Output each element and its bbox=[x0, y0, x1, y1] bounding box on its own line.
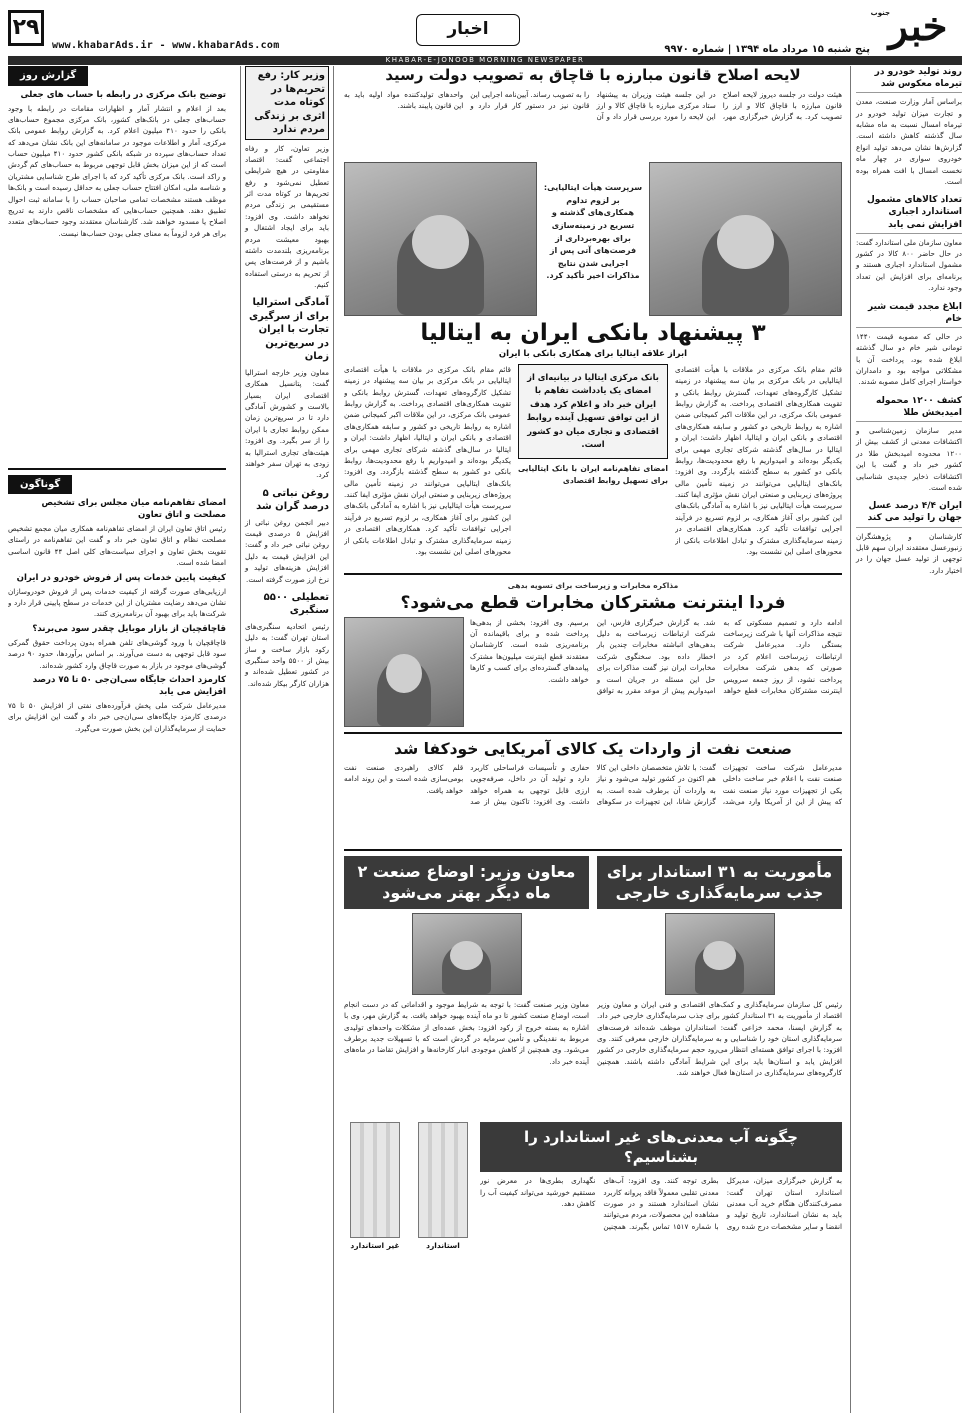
mid-body: معاون وزیر خارجه استرالیا گفت: پتانسیل همکاری اقتصادی ایران بسیار بالاست و کشورش آمادگی دارد تا در سریع‌ترین زمان ممکن روابط تجاری با ایران را از سر بگیرد. وی افزود: هیئت‌های تجاری استرالیا به زودی به تهران سفر خواهند کرد. bbox=[245, 367, 329, 480]
middle-column bbox=[240, 66, 334, 1413]
standard-bottle bbox=[412, 1122, 474, 1274]
tag-row bbox=[8, 475, 226, 495]
brief-item bbox=[856, 500, 962, 576]
top-story bbox=[344, 66, 842, 158]
site-url[interactable]: www.khabarAds.ir - www.khabarAds.com bbox=[52, 40, 280, 51]
issue-info: پنج شنبه ۱۵ مرداد ماه ۱۳۹۴ | شماره ۹۹۷۰ bbox=[664, 44, 870, 55]
two-stories bbox=[344, 856, 842, 1114]
center-column bbox=[344, 66, 842, 1413]
mid-body: دبیر انجمن روغن نباتی از افزایش ۵ درصدی قیمت روغن نباتی خبر داد و گفت: این افزایش قیمت به دلیل افزایش هزینه‌های تولید و نرخ ارز صورت گرفته است. bbox=[245, 517, 329, 584]
right-column bbox=[850, 66, 962, 1413]
photo-telecom-official bbox=[344, 617, 464, 727]
section-tag-report: گزارش روز bbox=[8, 66, 88, 86]
mid-item bbox=[245, 66, 329, 290]
mid-title: وزیر کار: رفع تحریم‌ها در کوتاه مدت اثری بر زندگی مردم ندارد bbox=[245, 66, 329, 140]
divider bbox=[344, 732, 842, 734]
bank-story-body-a: قائم مقام بانک مرکزی در ملاقات با هیأت اقتصادی ایتالیایی در بانک مرکزی بر بیان سه پیشنهاد در زمینه تشکیل کارگروه‌های تعهدات، گسترش روابط بانکی و تقویت همکاری‌های اقتصادی پرداخت. به گزارش روابط عمومی بانک مرکزی، در این ملاقات اکبر کمیجانی ضمن اشاره به روابط تاریخی دو کشور و سابقه همکاری‌های اقتصادی و بانکی ایران و ایتالیا، اظهار داشت: ایران و ایتالیا در سال‌های گذشته شرکای تجاری مهمی برای یکدیگر بوده‌اند و امیدواریم با رفع محدودیت‌ها، روابط بانکی دو کشور به سطح گذشته بازگردد. وی افزود: بانک‌های ایتالیایی می‌توانند در زمینه تأمین مالی پروژه‌های زیربنایی و صنعتی ایران نقش مؤثری ایفا کنند. سرپرست هیأت ایتالیایی نیز با اشاره به آمادگی بانک‌های این کشور برای آغاز همکاری، بر لزوم تسریع در فرآیند اجرایی توافقات تأکید کرد. همکاری‌های اقتصادی در زمینه سرمایه‌گذاری مشترک و تبادل اطلاعات بانکی از محورهای اصلی این نشست بود. bbox=[675, 364, 842, 556]
page-number: ۲۹ bbox=[8, 10, 44, 46]
left-column bbox=[8, 66, 226, 1413]
misc-item bbox=[8, 623, 226, 671]
brief-title: کشف ۱۲۰۰ محموله امیدبخش طلا bbox=[856, 395, 962, 422]
telecom-title: فردا اینترنت مشترکان مخابرات قطع می‌شود؟ bbox=[400, 592, 786, 613]
telecom-body: ادامه دارد و تصمیم مسکوتی که به نتیجه مذاکرات آنها با شرکت زیرساخت بستگی دارد. مدیرعامل شرکت ارتباطات زیرساخت اعلام کرد در صورتی که بدهی شرکت مخابرات پرداخت نشود، از روز جمعه سرویس اینترنت مشترکان مخابرات قطع خواهد شد. به گزارش خبرگزاری فارس، این شرکت ارتباطات زیرساخت به دلیل بدهی‌های انباشته مخابرات چندین بار اخطار داده بود. سخنگوی شرکت مخابرات ایران نیز گفت مذاکرات برای حل این مسئله در جریان است و امیدواریم پیش از موعد مقرر به توافق برسیم. وی افزود: بخشی از بدهی‌ها پرداخت شده و برای باقیمانده آن برنامه‌ریزی شده است. کارشناسان معتقدند قطع اینترنت میلیون‌ها مشترک پیامدهای گسترده‌ای برای کسب و کارها خواهد داشت. bbox=[470, 617, 842, 695]
bank-story-body-b: قائم مقام بانک مرکزی در ملاقات با هیأت اقتصادی ایتالیایی در بانک مرکزی بر بیان سه پیشنهاد در زمینه تشکیل کارگروه‌های تعهدات، گسترش روابط بانکی و تقویت همکاری‌های اقتصادی پرداخت. به گزارش روابط عمومی بانک مرکزی، در این ملاقات اکبر کمیجانی ضمن اشاره به روابط تاریخی دو کشور و سابقه همکاری‌های اقتصادی و بانکی ایران و ایتالیا، اظهار داشت: ایران و ایتالیا در سال‌های گذشته شرکای تجاری مهمی برای یکدیگر بوده‌اند و امیدواریم با رفع محدودیت‌ها، روابط بانکی دو کشور به سطح گذشته بازگردد. وی افزود: بانک‌های ایتالیایی می‌توانند در زمینه تأمین مالی پروژه‌های زیربنایی و صنعتی ایران نقش مؤثری ایفا کنند. سرپرست هیأت ایتالیایی نیز با اشاره به آمادگی بانک‌های این کشور برای آغاز همکاری، بر لزوم تسریع در فرآیند اجرایی توافقات تأکید کرد. همکاری‌های اقتصادی در زمینه سرمایه‌گذاری مشترک و تبادل اطلاعات بانکی از محورهای اصلی این نشست بود. bbox=[344, 364, 511, 556]
brief-body: مدیر سازمان زمین‌شناسی و اکتشافات معدنی از کشف بیش از ۱۲۰۰ محدوده امیدبخش طلا در کشور خبر داد و گفت با این اکتشافات ذخایر جدیدی شناسایی شده است. bbox=[856, 426, 962, 492]
photo-caption: سرپرست هیأت ایتالیایی: بر لزوم تداوم همکاری‌های گذشته و تسریع در زمینه‌سازی برای بهره‌برداری از فرصت‌های آتی پس از اجرایی شدن نتایج مذاکرات اخیر تأکید کرد. bbox=[543, 183, 643, 281]
brief-item bbox=[856, 301, 962, 388]
bank-story-quote: بانک مرکزی ایتالیا در بیانیه‌ای از امضای یک یادداشت تفاهم با ایران خبر داد و اعلام کرد هدف از این توافق تسهیل آینده روابط اقتصادی و تجاری میان دو کشور است. bbox=[518, 364, 668, 459]
misc-body: رئیس اتاق تعاون ایران از امضای تفاهم‌نامه همکاری میان مجمع تشخیص مصلحت نظام و اتاق تعاون خبر داد و گفت این تفاهم‌نامه در راستای تقویت بخش تعاون و اجرای سیاست‌های کلی اصل ۴۴ قانون اساسی امضا شده است. bbox=[8, 524, 226, 568]
brief-body: کارشناسان و پژوهشگران زنبورعسل معتقدند ایران سهم قابل توجهی از تولید عسل جهان را در اختیار دارد. bbox=[856, 531, 962, 575]
bank-photos bbox=[344, 162, 842, 316]
top-story-title: لایحه اصلاح قانون مبارزه با قاچاق به تصویب دولت رسید bbox=[385, 66, 801, 84]
mid-item bbox=[245, 487, 329, 585]
brief-body: معاون سازمان ملی استاندارد گفت: در حال حاضر ۸۰۰ کالا در کشور مشمول استاندارد اجباری هستند و برنامه‌ای برای افزایش این تعداد وجود ندارد. bbox=[856, 237, 962, 293]
misc-title: قاچاقچیان از بازار موبایل چقدر سود می‌برند؟ bbox=[32, 623, 226, 634]
industry-body: معاون وزیر صنعت گفت: با توجه به شرایط موجود و اقداماتی که در دست انجام است، اوضاع صنعت کشور تا دو ماه آینده بهبود خواهد یافت. به گزارش مهر، وی با اشاره به بسته خروج از رکود افزود: بخش عمده‌ای از مشکلات واحدهای تولیدی مربوط به نقدینگی و تأمین سرمایه در گردش است که با تسهیلات جدید برطرف می‌شود. وی همچنین از کاهش موجودی انبار کارخانه‌ها و افزایش تقاضا در ماه‌های آینده خبر داد. bbox=[344, 999, 589, 1066]
brief-item bbox=[856, 395, 962, 494]
oil-title: صنعت نفت از واردات یک کالای آمریکایی خودکفا شد bbox=[394, 739, 792, 758]
bank-story-inset-title: امضای تفاهم‌نامه ایران با بانک ایتالیایی برای تسهیل روابط اقتصادی bbox=[518, 463, 668, 485]
misc-body: مدیرعامل شرکت ملی پخش فرآورده‌های نفتی از افزایش ۵۰ تا ۷۵ درصدی کارمزد جایگاه‌های سی‌ان‌جی خبر داد و گفت این افزایش برای حمایت از سرمایه‌گذاران این بخش صورت می‌گیرد. bbox=[8, 700, 226, 733]
bank-story-subtitle: ابراز علاقه ایتالیا برای همکاری بانکی با ایران bbox=[498, 348, 688, 359]
bottle-image bbox=[350, 1122, 400, 1238]
investment-body: رئیس کل سازمان سرمایه‌گذاری و کمک‌های اقتصادی و فنی ایران و معاون وزیر اقتصاد از مأموریت به ۳۱ استاندار کشور برای جذب سرمایه‌گذاری خارجی خبر داد. به گزارش ایسنا، محمد خزاعی گفت: استانداران موظف شده‌اند فرصت‌های سرمایه‌گذاری استان خود را شناسایی و به سرمایه‌گذاران خارجی معرفی کنند. وی افزود: با اجرای توافق هسته‌ای انتظار می‌رود حجم سرمایه‌گذاری خارجی در کشور افزایش یابد و استان‌ها باید برای این شرایط آمادگی داشته باشند. همچنین کارگروه‌های سرمایه‌گذاری در استان‌ها فعال خواهند شد. bbox=[597, 999, 842, 1078]
report-title: توضیح بانک مرکزی در رابطه با حساب های جعلی bbox=[20, 89, 226, 100]
mid-title: تعطیلی ۵۵۰۰ سنگبری bbox=[263, 591, 329, 617]
mid-title: روغن نباتی ۵ درصد گران شد bbox=[256, 487, 329, 513]
oil-body: مدیرعامل شرکت ساخت تجهیزات صنعت نفت با اعلام خبر ساخت داخلی یکی از تجهیزات مورد نیاز صنعت نفت که پیش از این از آمریکا وارد می‌شد، گفت: با تلاش متخصصان داخلی این کالا هم اکنون در کشور تولید می‌شود و نیاز به واردات آن برطرف شده است. به گزارش شانا، این تجهیزات در سکوهای حفاری و تأسیسات فراساحلی کاربرد دارد و تولید آن در داخل، صرفه‌جویی ارزی قابل توجهی به همراه خواهد داشت. وی افزود: تاکنون بیش از صد قلم کالای راهبردی صنعت نفت بومی‌سازی شده است و این روند ادامه خواهد یافت. bbox=[344, 762, 842, 806]
water-body: به گزارش خبرگزاری میزان، مدیرکل استاندارد استان تهران گفت: مصرف‌کنندگان هنگام خرید آب معدنی باید به نشان استاندارد، تاریخ تولید و انقضا و سایر مشخصات درج شده روی بطری توجه کنند. وی افزود: آب‌های معدنی تقلبی معمولاً فاقد پروانه کاربرد نشان استاندارد هستند و در صورت مشاهده این محصولات، مردم می‌توانند با شماره ۱۵۱۷ تماس بگیرند. همچنین نگهداری بطری‌ها در معرض نور مستقیم خورشید می‌تواند کیفیت آب را کاهش دهد. bbox=[480, 1176, 842, 1231]
telecom-kicker: مذاکره مخابرات و زیرساخت برای تسویه بدهی bbox=[507, 580, 679, 590]
photo-investment-official bbox=[665, 913, 775, 995]
mid-body: وزیر تعاون، کار و رفاه اجتماعی گفت: اقتصاد مقاومتی در هیچ شرایطی تعطیل نمی‌شود و رفع تحریم‌ها در کوتاه مدت اثر مستقیمی بر زندگی مردم نخواهد داشت. وی افزود: باید برای ایجاد اشتغال و بهبود معیشت مردم برنامه‌ریزی بلندمدت داشته باشیم و از فرصت‌های پس از تحریم به درستی استفاده کنیم. bbox=[245, 143, 329, 289]
mid-title: آمادگی استرالیا برای از سرگیری تجارت با ایران در سریع‌ترین زمان bbox=[248, 297, 329, 363]
brief-body: براساس آمار وزارت صنعت، معدن و تجارت میزان تولید خودرو در تیرماه امسال نسبت به ماه مشابه سال گذشته کاهش داشته است. گزارش‌ها نشان می‌دهد تولید انواع خودروی سواری در چهار ماه نخست امسال با افت همراه بوده است. bbox=[856, 97, 962, 186]
report-body: بعد از اعلام و انتشار آمار و اظهارات مقامات در رابطه با وجود حساب‌های جعلی در بانک‌های کشور، بانک مرکزی مجموع حساب‌های بانکی را حدود ۴۱۰ میلیون اعلام کرد. به گزارش روابط عمومی بانک مرکزی، آمار و اطلاعات موجود در سامانه‌های این بانک نشان می‌دهد که تعداد حساب‌های سپرده در شبکه بانکی کشور حدود ۴۱۰ میلیون حساب است که از این میزان بخش قابل توجهی مربوط به حساب‌های کم گردش و راکد است. بانک مرکزی تأکید کرد که با اجرای طرح شناسایی مشتریان و شناسه ملی، امکان افتتاح حساب جعلی به حداقل رسیده است و بانک‌ها موظف هستند مشخصات تمامی صاحبان حساب را با سامانه ثبت احوال تطبیق دهند. همچنین حساب‌هایی که مشخصات ناقص دارند به تدریج اصلاح یا مسدود خواهند شد. کارشناسان معتقدند وجود حساب‌های متعدد برای هر فرد لزوماً به معنای جعلی بودن حساب‌ها نیست. bbox=[8, 103, 226, 238]
mid-item bbox=[245, 591, 329, 689]
water-story bbox=[344, 1122, 842, 1274]
misc-item bbox=[8, 497, 226, 569]
misc-title: امضای تفاهم‌نامه میان مجلس برای تشخیص مصلحت و اتاق تعاون bbox=[41, 498, 226, 521]
section-title: اخبار bbox=[416, 14, 520, 46]
bank-story-title: ۳ پیشنهاد بانکی ایران به ایتالیا bbox=[420, 320, 766, 346]
photo-deputy-minister bbox=[412, 913, 522, 995]
brief-title: ابلاغ مجدد قیمت شیر خام bbox=[856, 301, 962, 328]
label-standard: استاندارد bbox=[426, 1240, 460, 1250]
newspaper-logo: خبر bbox=[888, 3, 948, 50]
brief-title: تعداد کالاهای مشمول استاندارد اجباری افزایش نمی یابد bbox=[856, 194, 962, 233]
photo-official bbox=[649, 162, 842, 316]
divider bbox=[8, 468, 226, 470]
bottle-image bbox=[418, 1122, 468, 1238]
investment-title: مأموریت به ۳۱ استاندار برای جذب سرمایه‌گذاری خارجی bbox=[597, 856, 842, 909]
brief-title: ایران ۴/۴ درصد عسل جهان را تولید می کند bbox=[856, 500, 962, 527]
mid-body: رئیس اتحادیه سنگبری‌های استان تهران گفت: به دلیل رکود بازار ساخت و ساز بیش از ۵۵۰۰ واحد سنگبری در کشور تعطیل شده‌اند و هزاران کارگر بیکار شده‌اند. bbox=[245, 621, 329, 688]
industry-title: معاون وزیر: اوضاع صنعت ۲ ماه دیگر بهتر می‌شود bbox=[344, 856, 589, 909]
telecom-body-wrap bbox=[344, 617, 842, 727]
bank-story-body-wrap bbox=[344, 364, 842, 568]
bank-story-quote-col bbox=[518, 364, 668, 568]
investment-story bbox=[597, 856, 842, 1114]
brief-item bbox=[856, 194, 962, 293]
top-story-body: هیئت دولت در جلسه دیروز لایحه اصلاح قانون مبارزه با قاچاق کالا و ارز را تصویب کرد. به گزارش خبرگزاری مهر، در این جلسه هیئت وزیران به پیشنهاد ستاد مرکزی مبارزه با قاچاق کالا و ارز این لایحه را مورد بررسی قرار داد و آن را به تصویب رساند. آیین‌نامه اجرایی این قانون نیز در دستور کار قرار دارد و واحدهای تولیدکننده مواد اولیه باید به این قانون پایبند باشند. bbox=[344, 89, 842, 122]
brief-item bbox=[856, 66, 962, 187]
water-title: چگونه آب معدنی‌های غیر استاندارد را بشناسیم؟ bbox=[480, 1122, 842, 1173]
mid-item bbox=[245, 296, 329, 480]
section-tag-misc: گوناگون bbox=[8, 475, 72, 495]
logo-subtitle: جنوب bbox=[870, 9, 890, 17]
divider bbox=[344, 849, 842, 851]
label-nonstandard: غیر استاندارد bbox=[350, 1240, 400, 1250]
misc-item bbox=[8, 674, 226, 734]
industry-story bbox=[344, 856, 589, 1114]
page-header bbox=[8, 3, 962, 64]
misc-title: کارمزد احداث جایگاه سی‌ان‌جی ۵۰ تا ۷۵ درصد افزایش می یابد bbox=[32, 674, 226, 697]
brief-body: در حالی که مصوبه قیمت ۱۴۴۰ تومانی شیر خام دو سال گذشته ابلاغ شده بود، پرداخت آن با مشکلاتی مواجه بود و دامداران خواستار اجرای کامل مصوبه شدند. bbox=[856, 331, 962, 387]
tag-row bbox=[8, 66, 226, 86]
nonstandard-bottle bbox=[344, 1122, 406, 1274]
divider bbox=[344, 573, 842, 575]
photo-italian-delegate bbox=[344, 162, 537, 316]
brief-title: روند تولید خودرو در تیرماه معکوس شد bbox=[856, 66, 962, 93]
misc-body: ارزیابی‌های صورت گرفته از کیفیت خدمات پس از فروش خودروسازان نشان می‌دهد رضایت مشتریان از این خدمات در سطح پایینی قرار دارد و شرکت‌ها باید برای بهبود آن برنامه‌ریزی کنند. bbox=[8, 586, 226, 619]
misc-title: کیفیت پایین خدمات پس از فروش خودرو در ایران bbox=[16, 572, 226, 583]
misc-body: قاچاقچیان با ورود گوشی‌های تلفن همراه بدون پرداخت حقوق گمرکی سود قابل توجهی به دست می‌آورند. بر اساس برآوردها، حدود ۹۰ درصد گوشی‌های موجود در بازار به صورت قاچاق وارد کشور شده‌اند. bbox=[8, 637, 226, 670]
misc-item bbox=[8, 572, 226, 620]
english-name-bar: KHABAR-E-JONOOB MORNING NEWSPAPER bbox=[8, 56, 962, 65]
